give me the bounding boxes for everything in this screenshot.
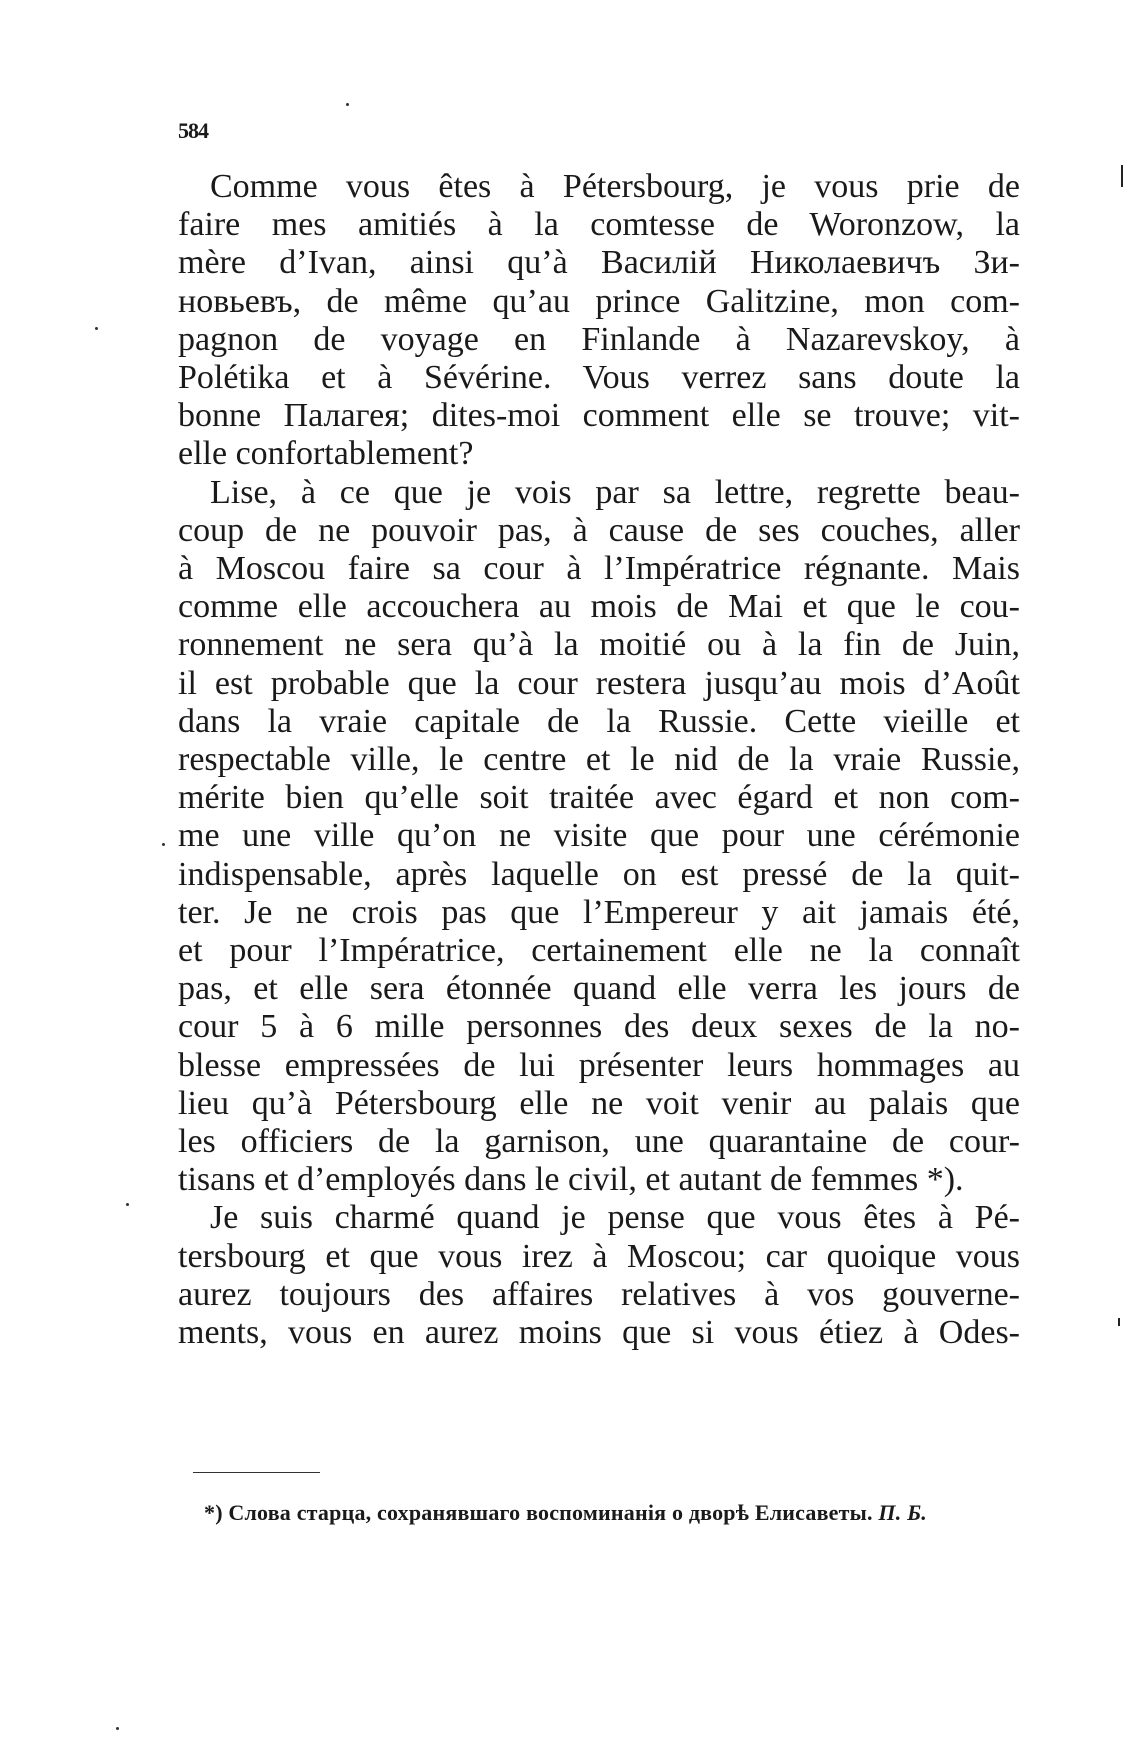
text-line: il est probable que la cour restera jusqu’au mois d’Août <box>178 664 1020 702</box>
footnote <box>204 1500 1024 1526</box>
text-line: bonne Палагея; dites-moi comment elle se trouve; vit- <box>178 397 1020 435</box>
scan-speck <box>95 327 98 330</box>
body-text <box>178 168 1020 1352</box>
text-line: dans la vraie capitale de la Russie. Cette vieille et <box>178 702 1020 740</box>
text-line: me une ville qu’on ne visite que pour une cérémonie <box>178 817 1020 855</box>
page-number: 584 <box>178 118 208 143</box>
text-line: aurez toujours des affaires relatives à vos gouverne- <box>178 1275 1020 1313</box>
text-line: Je suis charmé quand je pense que vous êtes à Pé- <box>210 1199 1020 1237</box>
paragraph-3 <box>178 1199 1020 1352</box>
text-line: coup de ne pouvoir pas, à cause de ses couches, aller <box>178 511 1020 549</box>
footnote-text: *) Слова старца, сохранявшаго воспоминанія о дворѣ Елисаветы. <box>204 1500 873 1525</box>
scan-edge-mark <box>1121 165 1123 187</box>
text-line: pas, et elle sera étonnée quand elle verra les jours de <box>178 970 1020 1008</box>
text-line: ments, vous en aurez moins que si vous étiez à Odes- <box>178 1314 1020 1352</box>
footnote-initials: П. Б. <box>878 1500 927 1525</box>
scan-speck <box>346 103 349 106</box>
paragraph-2 <box>178 474 1020 1200</box>
footnote-divider <box>193 1472 320 1473</box>
text-line: tisans et d’employés dans le civil, et autant de femmes *). <box>178 1161 964 1199</box>
text-line: Comme vous êtes à Pétersbourg, je vous prie de <box>210 168 1020 205</box>
text-line: mère d’Ivan, ainsi qu’à Василій Николаевичъ Зи- <box>178 244 1020 282</box>
scan-speck <box>116 1727 119 1730</box>
text-line: mérite bien qu’elle soit traitée avec égard et non com- <box>178 779 1020 817</box>
text-line: lieu qu’à Pétersbourg elle ne voit venir au palais que <box>178 1084 1020 1122</box>
text-line: à Moscou faire sa cour à l’Impératrice régnante. Mais <box>178 550 1020 588</box>
text-line: новьевъ, de même qu’au prince Galitzine, mon com- <box>178 282 1020 320</box>
text-line: et pour l’Impératrice, certainement elle ne la connaît <box>178 932 1020 970</box>
text-line: les officiers de la garnison, une quarantaine de cour- <box>178 1123 1020 1161</box>
text-line: cour 5 à 6 mille personnes des deux sexes de la no- <box>178 1008 1020 1046</box>
text-line: Lise, à ce que je vois par sa lettre, regrette beau- <box>210 473 1020 511</box>
text-line: respectable ville, le centre et le nid de la vraie Russie, <box>178 741 1020 779</box>
text-line: tersbourg et que vous irez à Moscou; car quoique vous <box>178 1237 1020 1275</box>
text-line: ronnement ne sera qu’à la moitié ou à la fin de Juin, <box>178 626 1020 664</box>
paragraph-1 <box>178 168 1020 474</box>
text-line: faire mes amitiés à la comtesse de Woronzow, la <box>178 206 1020 244</box>
text-line: elle confortablement? <box>178 435 474 473</box>
scan-edge-mark <box>1118 1318 1120 1326</box>
text-line: Polétika et à Sévérine. Vous verrez sans doute la <box>178 359 1020 397</box>
scan-speck <box>162 843 165 846</box>
text-line: blesse empressées de lui présenter leurs hommages au <box>178 1046 1020 1084</box>
text-line: comme elle accouchera au mois de Mai et que le cou- <box>178 588 1020 626</box>
text-line: indispensable, après laquelle on est pressé de la quit- <box>178 855 1020 893</box>
text-line: pagnon de voyage en Finlande à Nazarevskoy, à <box>178 320 1020 358</box>
text-line: ter. Je ne crois pas que l’Empereur y ait jamais été, <box>178 893 1020 931</box>
scan-speck <box>126 1203 129 1206</box>
